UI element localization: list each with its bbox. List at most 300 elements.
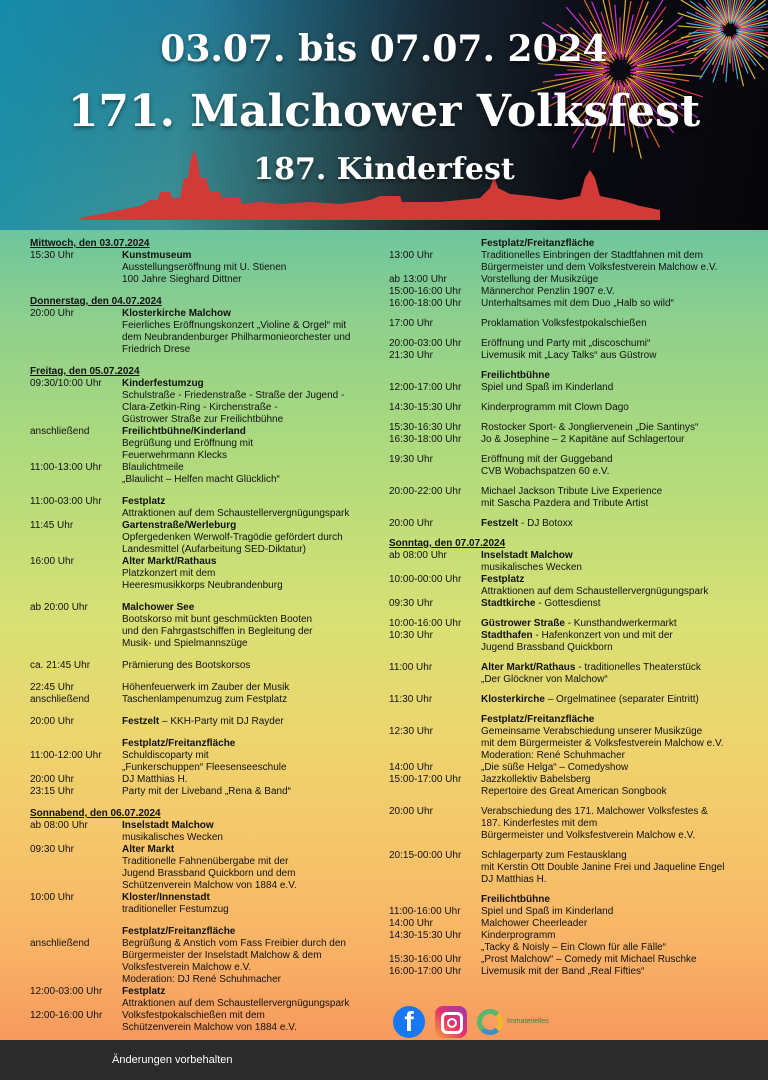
entry-time: 11:00-03:00 Uhr [30, 496, 102, 507]
spacer [30, 728, 375, 738]
entry-time [30, 738, 122, 750]
entry-details [481, 850, 749, 886]
entry-details [122, 738, 375, 750]
entry-heading-line [481, 518, 749, 530]
schedule-entry [389, 238, 749, 250]
entry-time: 20:00-03:00 Uhr [389, 338, 462, 349]
entry-line: Gemeinsame Verabschiedung unserer Musikzüge [481, 726, 703, 737]
entry-venue: Alter Markt/Rathaus [122, 556, 217, 567]
entry-details [481, 694, 749, 706]
entry-details [122, 820, 375, 844]
entry-heading-line [481, 630, 749, 642]
entry-line: Höhenfeuerwerk im Zauber der Musik [122, 682, 290, 693]
entry-line: „Der Glöckner von Malchow“ [481, 674, 608, 685]
entry-details [481, 714, 749, 726]
schedule-entry [389, 762, 749, 774]
spacer [389, 886, 749, 894]
entry-line: „Blaulicht – Helfen macht Glücklich“ [122, 474, 280, 485]
entry-venue: Gartenstraße/Werleburg [122, 520, 237, 531]
spacer [389, 394, 749, 402]
entry-time: 20:15-00:00 Uhr [389, 850, 462, 861]
schedule-entry [389, 382, 749, 394]
entry-line: Jo & Josephine – 2 Kapitäne auf Schlagertour [481, 434, 685, 445]
entry-line: musikalisches Wecken [122, 832, 223, 843]
entry-time: 14:30-15:30 Uhr [389, 930, 462, 941]
entry-line: Feierliches Eröffnungskonzert „Violine & Orgel“ mit [122, 320, 347, 331]
entry-line: Eröffnung und Party mit „discoschumi“ [481, 338, 651, 349]
spacer [30, 486, 375, 496]
schedule-entry [30, 892, 375, 916]
entry-venue: Kunstmuseum [122, 250, 192, 261]
entry-time: anschließend [30, 426, 90, 437]
entry-line: DJ Matthias H. [122, 774, 188, 785]
entry-time: 15:30-16:00 Uhr [389, 954, 462, 965]
entry-line: CVB Wobachspatzen 60 e.V. [481, 466, 610, 477]
entry-time: 15:30-16:30 Uhr [389, 422, 462, 433]
heritage-logo-icon [477, 1009, 503, 1035]
entry-time: ab 08:00 Uhr [30, 820, 88, 831]
entry-line: Schulstraße - Friedenstraße - Straße der Jugend - [122, 390, 345, 401]
entry-details [481, 370, 749, 382]
schedule-right-column [389, 238, 749, 978]
entry-heading-line [122, 820, 375, 832]
entry-line: Begrüßung & Anstich vom Fass Freibier durch den [122, 938, 346, 949]
entry-line: DJ Matthias H. [481, 874, 547, 885]
schedule-entry [30, 462, 375, 486]
entry-line: 100 Jahre Sieghard Dittner [122, 274, 242, 285]
entry-line: Bürgermeister und Volksfestverein Malchow e.V. [481, 830, 696, 841]
entry-details [481, 574, 749, 598]
entry-time: 10:00 Uhr [30, 892, 74, 903]
entry-venue: Kinderfestumzug [122, 378, 204, 389]
entry-heading-line [481, 574, 749, 586]
schedule-entry [389, 966, 749, 978]
entry-line: Jugend Brassband Quickborn und dem [122, 868, 296, 879]
schedule-entry [389, 422, 749, 434]
entry-details [481, 662, 749, 686]
entry-line: Bootskorso mit bunt geschmückten Booten [122, 614, 313, 625]
entry-heading-line [481, 550, 749, 562]
entry-line: Traditionelle Fahnenübergabe mit der [122, 856, 289, 867]
entry-venue: Güstrower Straße [481, 618, 565, 629]
entry-venue: Klosterkirche Malchow [122, 308, 231, 319]
entry-line: Jazzkollektiv Babelsberg [481, 774, 591, 785]
entry-line: Kinderprogramm mit Clown Dago [481, 402, 629, 413]
entry-details [122, 892, 375, 916]
entry-details [481, 762, 749, 774]
entry-time: ab 08:00 Uhr [389, 550, 447, 561]
entry-details [481, 726, 749, 762]
entry-venue-detail: - DJ Botoxx [518, 518, 573, 529]
entry-details [122, 1010, 375, 1034]
spacer [389, 706, 749, 714]
entry-details [481, 286, 749, 298]
entry-time: 20:00-22:00 Uhr [389, 486, 462, 497]
spacer [389, 686, 749, 694]
schedule-entry [30, 660, 375, 672]
day-heading: Freitag, den 05.07.2024 [30, 366, 140, 377]
entry-details [122, 660, 375, 672]
entry-details [481, 518, 749, 530]
spacer [389, 510, 749, 518]
schedule-entry [389, 918, 749, 930]
entry-heading-line [122, 716, 375, 728]
schedule-entry [30, 250, 375, 286]
entry-venue: Festplatz [481, 574, 525, 585]
spacer [389, 414, 749, 422]
entry-time: 11:45 Uhr [30, 520, 74, 531]
spacer [30, 286, 375, 296]
schedule-entry [30, 986, 375, 1010]
schedule-entry [30, 682, 375, 694]
entry-line: Ausstellungseröffnung mit U. Stienen [122, 262, 287, 273]
entry-line: Platzkonzert mit dem [122, 568, 216, 579]
entry-time: 09:30/10:00 Uhr [30, 378, 102, 389]
entry-details [481, 906, 749, 918]
schedule-entry [389, 574, 749, 598]
entry-time: 20:00 Uhr [30, 308, 74, 319]
entry-details [481, 318, 749, 330]
entry-venue: Klosterkirche [481, 694, 545, 705]
entry-time: 15:00-16:00 Uhr [389, 286, 462, 297]
entry-line: Feuerwehrmann Klecks [122, 450, 228, 461]
entry-time: 20:00 Uhr [30, 774, 74, 785]
entry-time: 20:00 Uhr [30, 716, 74, 727]
entry-venue: Freilichtbühne [481, 894, 550, 905]
entry-details [122, 750, 375, 774]
spacer [30, 706, 375, 716]
entry-line: mit dem Bürgermeister & Volksfestverein Malchow e.V. [481, 738, 724, 749]
entry-details [481, 618, 749, 630]
entry-line: Rostocker Sport- & Jongliervenein „Die Santinys“ [481, 422, 699, 433]
entry-line: Repertoire des Great American Songbook [481, 786, 667, 797]
entry-details [481, 774, 749, 798]
entry-line: 187. Kinderfestes mit dem [481, 818, 598, 829]
entry-line: Malchower Cheerleader [481, 918, 588, 929]
entry-heading-line [122, 308, 375, 320]
entry-time: 16:00-18:00 Uhr [389, 298, 462, 309]
entry-time: 20:00 Uhr [389, 806, 433, 817]
entry-venue: Inselstadt Malchow [122, 820, 214, 831]
spacer [30, 356, 375, 366]
entry-venue: Festplatz/Freitanzfläche [122, 926, 236, 937]
entry-line: Livemusik mit „Lacy Talks“ aus Güstrow [481, 350, 657, 361]
entry-details [122, 682, 375, 694]
entry-venue: Festzelt [481, 518, 519, 529]
spacer [389, 842, 749, 850]
entry-details [122, 520, 375, 556]
entry-heading-line [481, 598, 749, 610]
entry-venue: Malchower See [122, 602, 195, 613]
entry-details [481, 250, 749, 274]
entry-details [481, 382, 749, 394]
spacer [389, 446, 749, 454]
entry-line: Volksfestpokalschießen mit dem [122, 1010, 265, 1021]
entry-details [122, 602, 375, 650]
entry-heading-line [122, 602, 375, 614]
entry-venue: Kloster/Innenstadt [122, 892, 210, 903]
entry-venue: Inselstadt Malchow [481, 550, 573, 561]
schedule-entry [30, 716, 375, 728]
entry-time: 22:45 Uhr [30, 682, 74, 693]
entry-details [481, 338, 749, 350]
schedule-entry [389, 434, 749, 446]
entry-venue-detail: – KKH-Party mit DJ Rayder [159, 716, 284, 727]
entry-details [481, 486, 749, 510]
entry-details [481, 918, 749, 930]
spacer [389, 478, 749, 486]
entry-time: 12:00-17:00 Uhr [389, 382, 462, 393]
entry-details [481, 454, 749, 478]
spacer [389, 362, 749, 370]
entry-line: mit Kerstin Ott Double Janine Frei und Jaqueline Engel [481, 862, 725, 873]
schedule-entry [30, 556, 375, 592]
entry-line: Clara-Zetkin-Ring - Kirchenstraße - [122, 402, 278, 413]
entry-time: 16:00 Uhr [30, 556, 74, 567]
entry-venue: Stadthafen [481, 630, 533, 641]
entry-time: 09:30 Uhr [30, 844, 74, 855]
entry-details [122, 308, 375, 356]
entry-line: Michael Jackson Tribute Live Experience [481, 486, 663, 497]
entry-line: Livemusik mit der Band „Real Fifties“ [481, 966, 645, 977]
entry-details [122, 844, 375, 892]
entry-heading-line [481, 618, 749, 630]
entry-time: 14:30-15:30 Uhr [389, 402, 462, 413]
entry-time: 14:00 Uhr [389, 762, 433, 773]
entry-line: Heeresmusikkorps Neubrandenburg [122, 580, 283, 591]
entry-time: 11:00-13:00 Uhr [30, 462, 102, 473]
spacer [389, 798, 749, 806]
entry-heading-line [122, 926, 375, 938]
entry-time: 12:00-16:00 Uhr [30, 1010, 103, 1021]
entry-details [122, 556, 375, 592]
entry-time: ab 20:00 Uhr [30, 602, 88, 613]
entry-details [122, 786, 375, 798]
entry-heading-line [481, 894, 749, 906]
entry-details [122, 496, 375, 520]
entry-venue: Freilichtbühne/Kinderland [122, 426, 246, 437]
entry-time: anschließend [30, 694, 90, 705]
festival-subtitle: 187. Kinderfest [253, 152, 515, 187]
entry-line: Party mit der Liveband „Rena & Band“ [122, 786, 291, 797]
entry-time [389, 714, 481, 726]
entry-venue: Festplatz [122, 986, 166, 997]
spacer [30, 672, 375, 682]
entry-line: mit Sascha Pazdera and Tribute Artist [481, 498, 649, 509]
schedule-entry [30, 750, 375, 774]
entry-line: Eröffnung mit der Guggeband [481, 454, 613, 465]
entry-details [122, 462, 375, 486]
entry-time: 15:30 Uhr [30, 250, 74, 261]
entry-heading-line [122, 986, 375, 998]
schedule-entry [389, 714, 749, 726]
entry-venue-detail: - Hafenkonzert von und mit der [532, 630, 673, 641]
entry-time: 14:00 Uhr [389, 918, 433, 929]
entry-line: Volksfestverein Malchow e.V. [122, 962, 252, 973]
facebook-icon[interactable]: f [393, 1006, 425, 1038]
entry-venue: Stadtkirche [481, 598, 536, 609]
entry-heading-line [122, 844, 375, 856]
entry-details [122, 378, 375, 426]
entry-time: 19:30 Uhr [389, 454, 433, 465]
entry-heading-line [481, 694, 749, 706]
entry-time: 11:00 Uhr [389, 662, 433, 673]
entry-details [481, 630, 749, 654]
entry-heading-line [481, 238, 749, 250]
entry-line: Güstrower Straße zur Freilichtbühne [122, 414, 284, 425]
entry-details [481, 298, 749, 310]
entry-time: 16:00-17:00 Uhr [389, 966, 462, 977]
entry-line: „Tacky & Noisly – Ein Clown für alle Fälle“ [481, 942, 667, 953]
entry-details [481, 954, 749, 966]
entry-heading-line [122, 520, 375, 532]
schedule-entry [30, 308, 375, 356]
schedule-entry [389, 850, 749, 886]
schedule-entry [30, 694, 375, 706]
entry-time [389, 894, 481, 906]
heritage-logo-text: Immaterielles [507, 1018, 549, 1025]
entry-line: dem Neubrandenburger Philharmonieorchester und [122, 332, 351, 343]
schedule-entry [389, 598, 749, 610]
entry-line: Schützenverein Malchow von 1884 e.V. [122, 1022, 297, 1033]
schedule-entry [389, 894, 749, 906]
entry-details [122, 926, 375, 938]
entry-time: 11:00-16:00 Uhr [389, 906, 461, 917]
entry-time: 12:30 Uhr [389, 726, 433, 737]
entry-line: Männerchor Penzlin 1907 e.V. [481, 286, 615, 297]
entry-heading-line [122, 496, 375, 508]
spacer [30, 650, 375, 660]
entry-line: „Funkerschuppen“ Fleesenseeschule [122, 762, 287, 773]
entry-line: Vorstellung der Musikzüge [481, 274, 599, 285]
schedule-entry [389, 694, 749, 706]
entry-line: musikalisches Wecken [481, 562, 582, 573]
schedule-entry [30, 938, 375, 986]
instagram-icon[interactable] [435, 1006, 467, 1038]
schedule-entry [389, 930, 749, 954]
entry-line: Begrüßung und Eröffnung mit [122, 438, 254, 449]
entry-time: 12:00-03:00 Uhr [30, 986, 103, 997]
entry-line: Blaulichtmeile [122, 462, 184, 473]
schedule-entry [30, 820, 375, 844]
entry-heading-line [122, 250, 375, 262]
entry-time: 16:30-18:00 Uhr [389, 434, 462, 445]
heritage-logo [477, 1009, 587, 1035]
entry-details [122, 774, 375, 786]
entry-line: Bürgermeister und dem Volksfestverein Malchow e.V. [481, 262, 718, 273]
entry-details [481, 274, 749, 286]
festival-dates: 03.07. bis 07.07. 2024 [160, 28, 608, 70]
entry-details [481, 422, 749, 434]
schedule-entry [30, 774, 375, 786]
entry-heading-line [481, 714, 749, 726]
schedule-entry [30, 426, 375, 462]
entry-heading-line [122, 378, 375, 390]
schedule-entry [389, 338, 749, 350]
spacer [389, 310, 749, 318]
entry-line: Traditionelles Einbringen der Stadtfahnen mit dem [481, 250, 703, 261]
entry-time [389, 370, 481, 382]
entry-time: 15:00-17:00 Uhr [389, 774, 462, 785]
entry-venue: Alter Markt/Rathaus [481, 662, 576, 673]
entry-time: 10:00-16:00 Uhr [389, 618, 462, 629]
day-heading: Sonnabend, den 06.07.2024 [30, 808, 161, 819]
schedule-entry [389, 274, 749, 286]
entry-venue-detail: – Orgelmatinee (separater Eintritt) [544, 694, 699, 705]
entry-line: Schützenverein Malchow von 1884 e.V. [122, 880, 297, 891]
schedule-entry [30, 520, 375, 556]
entry-time: ab 13:00 Uhr [389, 274, 447, 285]
entry-time: 10:30 Uhr [389, 630, 433, 641]
day-heading: Donnerstag, den 04.07.2024 [30, 296, 162, 307]
entry-venue: Festplatz/Freitanzfläche [481, 714, 595, 725]
entry-line: Attraktionen auf dem Schaustellervergnügungspark [122, 508, 350, 519]
entry-venue: Festplatz/Freitanzfläche [122, 738, 236, 749]
schedule-entry [30, 602, 375, 650]
entry-time: 17:00 Uhr [389, 318, 433, 329]
entry-details [122, 938, 375, 986]
entry-line: Opfergedenken Werwolf-Tragödie gefördert durch [122, 532, 343, 543]
schedule-entry [30, 926, 375, 938]
schedule-entry [389, 954, 749, 966]
schedule-entry [389, 906, 749, 918]
day-heading: Sonntag, den 07.07.2024 [389, 538, 506, 549]
entry-venue: Festplatz [122, 496, 166, 507]
entry-time: 11:30 Uhr [389, 694, 433, 705]
entry-details [122, 426, 375, 462]
schedule-entry [389, 370, 749, 382]
schedule-entry [30, 378, 375, 426]
entry-line: Verabschiedung des 171. Malchower Volksfestes & [481, 806, 708, 817]
entry-heading-line [481, 662, 749, 674]
entry-heading-line [122, 892, 375, 904]
entry-venue-detail: - Gottesdienst [535, 598, 601, 609]
entry-venue: Freilichtbühne [481, 370, 550, 381]
entry-details [122, 716, 375, 728]
entry-time: 09:30 Uhr [389, 598, 433, 609]
entry-line: Jugend Brassband Quickborn [481, 642, 613, 653]
entry-details [481, 402, 749, 414]
entry-venue: Festplatz/Freitanzfläche [481, 238, 595, 249]
footer-note: Änderungen vorbehalten [112, 1054, 233, 1066]
schedule-entry [389, 550, 749, 574]
entry-details [481, 930, 749, 954]
entry-details [481, 806, 749, 842]
entry-line: Spiel und Spaß im Kinderland [481, 906, 614, 917]
entry-details [481, 598, 749, 610]
day-heading: Mittwoch, den 03.07.2024 [30, 238, 150, 249]
festival-title: 171. Malchower Volksfest [67, 86, 701, 137]
schedule-entry [389, 486, 749, 510]
entry-line: Friedrich Drese [122, 344, 191, 355]
schedule-entry [389, 662, 749, 686]
entry-line: Proklamation Volksfestpokalschießen [481, 318, 647, 329]
entry-details [481, 238, 749, 250]
entry-time: ca. 21:45 Uhr [30, 660, 91, 671]
entry-time [389, 238, 481, 250]
schedule-entry [30, 496, 375, 520]
entry-details [122, 986, 375, 1010]
entry-line: Attraktionen auf dem Schaustellervergnügungspark [481, 586, 709, 597]
schedule-entry [389, 350, 749, 362]
entry-line: „Die süße Helga“ – Comedyshow [481, 762, 629, 773]
entry-details [481, 434, 749, 446]
entry-line: Attraktionen auf dem Schaustellervergnügungspark [122, 998, 350, 1009]
entry-line: „Prost Malchow“ – Comedy mit Michael Ruschke [481, 954, 697, 965]
schedule-entry [389, 298, 749, 310]
spacer [30, 798, 375, 808]
schedule-entry [389, 250, 749, 274]
